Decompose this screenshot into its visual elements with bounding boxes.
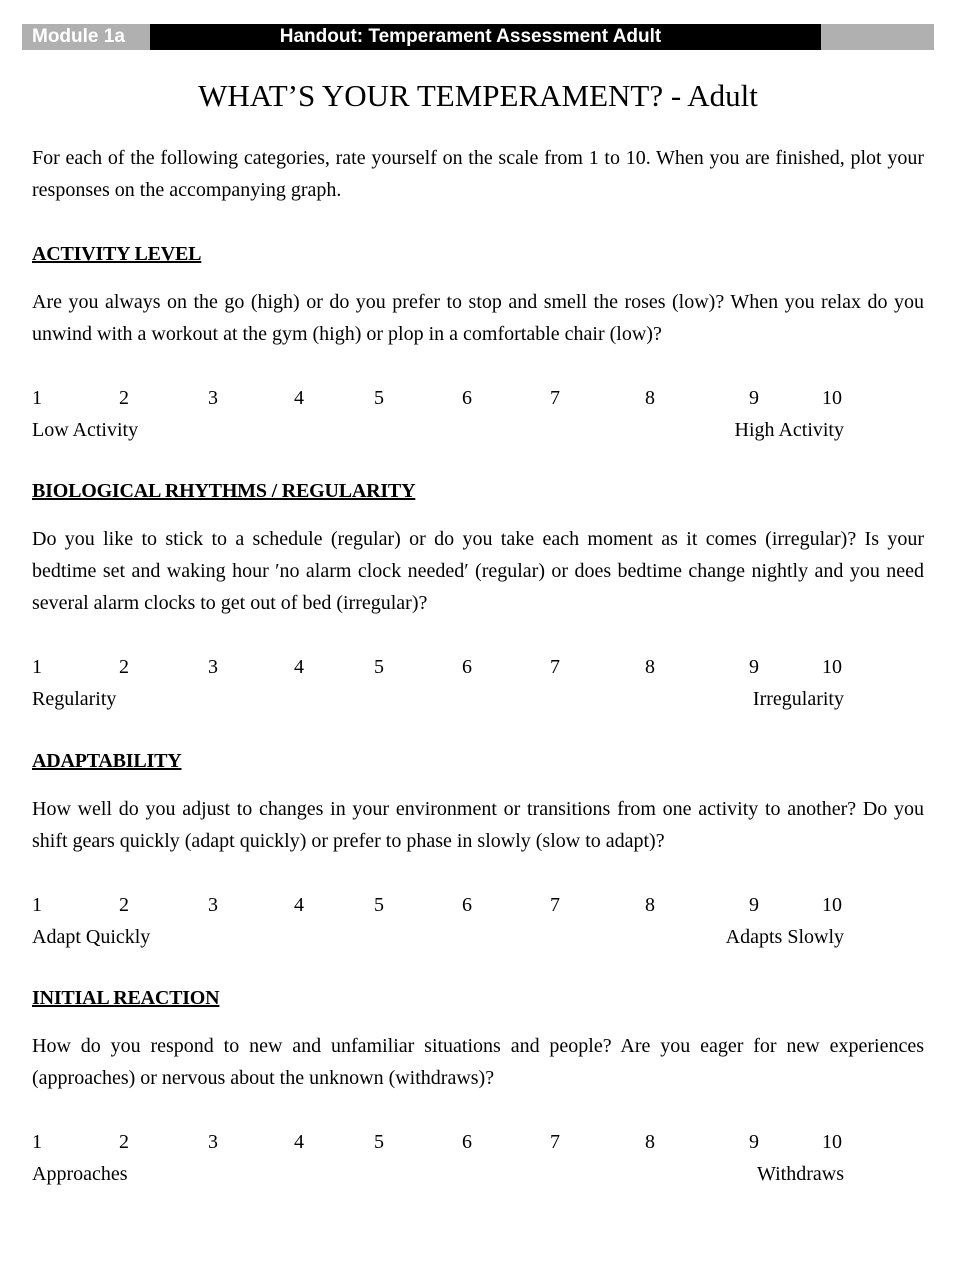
scale-option-2[interactable]: 2 xyxy=(119,894,129,916)
scale-option-8[interactable]: 8 xyxy=(645,1131,655,1153)
section-heading: ADAPTABILITY xyxy=(32,750,182,772)
section-initial-reaction xyxy=(32,986,924,1190)
scale-option-9[interactable]: 9 xyxy=(749,387,759,409)
section-heading: BIOLOGICAL RHYTHMS / REGULARITY xyxy=(32,480,416,502)
scale-option-10[interactable]: 10 xyxy=(822,387,842,409)
scale-high-label: Adapts Slowly xyxy=(725,926,844,948)
scale-option-1[interactable]: 1 xyxy=(32,1131,42,1153)
scale-high-label: Irregularity xyxy=(752,688,844,710)
scale-option-9[interactable]: 9 xyxy=(749,1131,759,1153)
scale-option-6[interactable]: 6 xyxy=(462,387,472,409)
page-title: WHAT’S YOUR TEMPERAMENT? - Adult xyxy=(198,78,758,113)
scale-option-7[interactable]: 7 xyxy=(550,656,560,678)
rating-scale xyxy=(32,651,924,715)
scale-option-6[interactable]: 6 xyxy=(462,1131,472,1153)
scale-option-4[interactable]: 4 xyxy=(294,894,304,916)
scale-option-1[interactable]: 1 xyxy=(32,387,42,409)
scale-option-4[interactable]: 4 xyxy=(294,1131,304,1153)
scale-option-8[interactable]: 8 xyxy=(645,387,655,409)
scale-option-1[interactable]: 1 xyxy=(32,894,42,916)
section-heading: INITIAL REACTION xyxy=(32,987,220,1009)
scale-option-9[interactable]: 9 xyxy=(749,894,759,916)
module-tag: Module 1a xyxy=(22,24,150,50)
rating-scale xyxy=(32,889,924,953)
scale-low-label: Adapt Quickly xyxy=(32,926,151,948)
scale-option-4[interactable]: 4 xyxy=(294,387,304,409)
scale-option-3[interactable]: 3 xyxy=(208,656,218,678)
section-question: How well do you adjust to changes in your environment or transitions from one activity to another? Do you shift gears quickly (adapt quickly) or prefer to phase in slowly (slow to adapt)? xyxy=(32,798,924,852)
scale-option-7[interactable]: 7 xyxy=(550,1131,560,1153)
header-bar-right-block xyxy=(821,24,934,50)
section-question: Are you always on the go (high) or do you prefer to stop and smell the roses (low)? When you relax do you unwind with a workout at the gym (high) or plop in a comfortable chair (low)? xyxy=(32,291,924,345)
scale-option-10[interactable]: 10 xyxy=(822,894,842,916)
scale-high-label: Withdraws xyxy=(757,1163,844,1185)
scale-option-6[interactable]: 6 xyxy=(462,656,472,678)
scale-high-label: High Activity xyxy=(734,419,844,441)
scale-option-2[interactable]: 2 xyxy=(119,656,129,678)
scale-option-4[interactable]: 4 xyxy=(294,656,304,678)
scale-option-5[interactable]: 5 xyxy=(374,656,384,678)
rating-scale xyxy=(32,382,924,446)
scale-option-9[interactable]: 9 xyxy=(749,656,759,678)
scale-option-8[interactable]: 8 xyxy=(645,894,655,916)
scale-option-10[interactable]: 10 xyxy=(822,656,842,678)
handout-title: Handout: Temperament Assessment Adult xyxy=(150,24,821,50)
scale-option-3[interactable]: 3 xyxy=(208,894,218,916)
scale-option-5[interactable]: 5 xyxy=(374,894,384,916)
scale-option-5[interactable]: 5 xyxy=(374,387,384,409)
scale-option-5[interactable]: 5 xyxy=(374,1131,384,1153)
scale-option-7[interactable]: 7 xyxy=(550,894,560,916)
scale-option-10[interactable]: 10 xyxy=(822,1131,842,1153)
scale-option-7[interactable]: 7 xyxy=(550,387,560,409)
scale-low-label: Regularity xyxy=(32,688,117,710)
section-biological-rhythms xyxy=(32,479,924,715)
scale-low-label: Approaches xyxy=(32,1163,128,1185)
section-question: Do you like to stick to a schedule (regular) or do you take each moment as it comes (irregular)? Is your bedtime set and waking hour ′no alarm clock needed′ (regular) or does bedtime change nightly and you need several alarm clocks to get out of bed (irregular)? xyxy=(32,528,924,614)
section-heading: ACTIVITY LEVEL xyxy=(32,243,202,265)
rating-scale xyxy=(32,1126,924,1190)
scale-option-6[interactable]: 6 xyxy=(462,894,472,916)
section-question: How do you respond to new and unfamiliar situations and people? Are you eager for new experiences (approaches) or nervous about the unknown (withdraws)? xyxy=(32,1035,924,1089)
scale-option-3[interactable]: 3 xyxy=(208,387,218,409)
scale-option-2[interactable]: 2 xyxy=(119,387,129,409)
scale-option-3[interactable]: 3 xyxy=(208,1131,218,1153)
scale-option-8[interactable]: 8 xyxy=(645,656,655,678)
section-adaptability xyxy=(32,749,924,953)
scale-low-label: Low Activity xyxy=(32,419,139,441)
handout-header-bar xyxy=(22,24,934,50)
scale-option-2[interactable]: 2 xyxy=(119,1131,129,1153)
section-activity-level xyxy=(32,242,924,446)
scale-option-1[interactable]: 1 xyxy=(32,656,42,678)
intro-instructions: For each of the following categories, rate yourself on the scale from 1 to 10. When you are finished, plot your responses on the accompanying graph. xyxy=(32,147,924,201)
